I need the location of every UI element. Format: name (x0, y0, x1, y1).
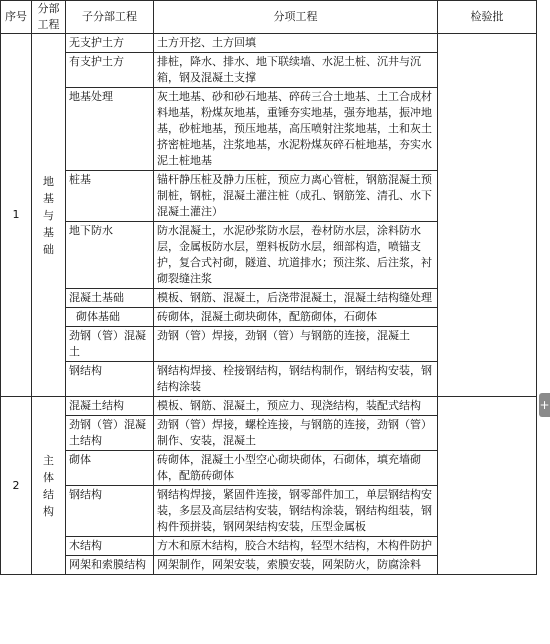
subpart-cell: 网架和索膜结构 (66, 556, 154, 575)
subpart-cell: 砌体基础 (66, 308, 154, 327)
plus-icon[interactable]: + (539, 393, 550, 417)
table-row (1, 397, 537, 416)
items-cell: 方木和原木结构，胶合木结构，轻型木结构，木构件防护 (154, 537, 438, 556)
items-cell: 劲钢（管）焊接，劲钢（管）与钢筋的连接，混凝土 (154, 327, 438, 362)
subpart-cell: 无支护土方 (66, 34, 154, 53)
subpart-cell: 钢结构 (66, 486, 154, 537)
items-cell: 防水混凝土，水泥砂浆防水层，卷材防水层，涂料防水层，金属板防水层，塑料板防水层，细部构造，喷锚支护，复合式衬砌，隧道、坑道排水；预注浆、后注浆，衬砌裂缝注浆 (154, 222, 438, 289)
items-cell: 模板、钢筋、混凝土，后浇带混凝土，混凝土结构缝处理 (154, 289, 438, 308)
header-seq: 序号 (1, 1, 32, 34)
subpart-cell: 劲钢（管）混凝土结构 (66, 416, 154, 451)
items-cell: 模板、钢筋、混凝土，预应力、现浇结构，装配式结构 (154, 397, 438, 416)
items-cell: 钢结构焊接，紧固件连接，钢零部件加工，单层钢结构安装，多层及高层结构安装，钢结构涂装，钢结构组装，钢构件预拼装，钢网架结构安装，压型金属板 (154, 486, 438, 537)
group-seq: 2 (1, 397, 32, 575)
header-part: 分部工程 (32, 1, 66, 34)
header-subpart: 子分部工程 (66, 1, 154, 34)
items-cell: 灰土地基、砂和砂石地基、碎砖三合土地基、土工合成材料地基，粉煤灰地基，重锤夯实地基，强夯地基，振冲地基，砂桩地基，预压地基，高压喷射注浆地基，土和灰土挤密桩地基，注浆地基，水泥粉煤灰碎石桩地基，夯实水泥土桩地基 (154, 88, 438, 171)
table-row (1, 34, 537, 53)
items-cell: 锚杆静压桩及静力压桩，预应力离心管桩，钢筋混凝土预制桩，钢桩，混凝土灌注桩（成孔、钢筋笼、清孔、水下混凝土灌注） (154, 171, 438, 222)
items-cell: 排桩，降水、排水、地下联续墙、水泥土桩、沉井与沉箱，钢及混凝土支撑 (154, 53, 438, 88)
table-header-row (1, 1, 537, 34)
items-cell: 砖砌体，混凝土砌块砌体，配筋砌体，石砌体 (154, 308, 438, 327)
subpart-cell: 桩基 (66, 171, 154, 222)
group-seq: 1 (1, 34, 32, 397)
group-part: 地基与基础 (32, 34, 66, 397)
subpart-cell: 砌体 (66, 451, 154, 486)
inspection-cell (438, 34, 537, 397)
items-cell: 劲钢（管）焊接，螺栓连接，与钢筋的连接，劲钢（管）制作、安装，混凝土 (154, 416, 438, 451)
subpart-cell: 有支护土方 (66, 53, 154, 88)
subpart-cell: 混凝土结构 (66, 397, 154, 416)
items-cell: 钢结构焊接、栓接钢结构，钢结构制作，钢结构安装，钢结构涂装 (154, 362, 438, 397)
items-cell: 网架制作，网架安装，索膜安装，网架防火，防腐涂料 (154, 556, 438, 575)
group-part: 主体结构 (32, 397, 66, 575)
inspection-cell (438, 397, 537, 575)
subpart-cell: 地基处理 (66, 88, 154, 171)
subpart-cell: 劲钢（管）混凝土 (66, 327, 154, 362)
items-cell: 土方开挖、土方回填 (154, 34, 438, 53)
header-item: 分项工程 (154, 1, 438, 34)
items-cell: 砖砌体，混凝土小型空心砌块砌体，石砌体，填充墙砌体，配筋砖砌体 (154, 451, 438, 486)
subpart-cell: 钢结构 (66, 362, 154, 397)
header-inspection: 检验批 (438, 1, 537, 34)
subpart-cell: 地下防水 (66, 222, 154, 289)
subpart-cell: 木结构 (66, 537, 154, 556)
subpart-cell: 混凝土基础 (66, 289, 154, 308)
